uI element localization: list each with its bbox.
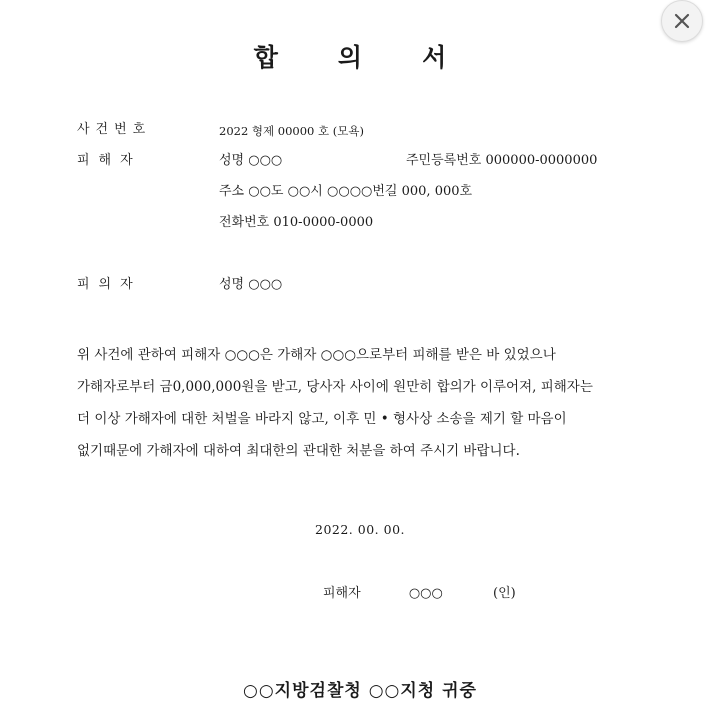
signature-seal: (인) xyxy=(493,586,516,601)
victim-name: 성명 ○○○ xyxy=(219,153,283,168)
close-button[interactable] xyxy=(661,0,703,42)
case-number-label: 사건번호 xyxy=(77,122,152,137)
body-line: 위 사건에 관하여 피해자 ○○○은 가해자 ○○○으로부터 피해를 받은 바 있었으나 xyxy=(77,347,556,363)
close-icon xyxy=(672,11,692,31)
victim-address: 주소 ○○도 ○○시 ○○○○번길 000, 000호 xyxy=(219,184,473,199)
victim-label: 피해자 xyxy=(77,153,142,168)
case-number-value: 2022 형제 00000 호 (모욕) xyxy=(219,124,364,138)
body-line: 더 이상 가해자에 대한 처벌을 바라지 않고, 이후 민 • 형사상 소송을 제기 할 마음이 xyxy=(77,411,567,427)
body-line: 없기때문에 가해자에 대하여 최대한의 관대한 처분을 하여 주시기 바랍니다. xyxy=(77,443,520,459)
document-title: 합의서 xyxy=(253,43,507,72)
suspect-name: 성명 ○○○ xyxy=(219,277,283,292)
signature-name: ○○○ xyxy=(408,586,443,601)
document-date: 2022. 00. 00. xyxy=(315,522,405,537)
victim-phone: 전화번호 010-0000-0000 xyxy=(219,215,374,230)
suspect-label: 피의자 xyxy=(77,277,142,292)
victim-resident-number: 주민등록번호 000000-0000000 xyxy=(406,153,598,168)
agreement-body xyxy=(77,339,647,467)
body-line: 가해자로부터 금0,000,000원을 받고, 당사자 사이에 원만히 합의가 이루어져, 피해자는 xyxy=(77,379,593,395)
signature-row xyxy=(323,582,516,601)
recipient: ○○지방검찰청 ○○지청 귀중 xyxy=(243,681,477,701)
signature-label: 피해자 xyxy=(323,586,361,601)
